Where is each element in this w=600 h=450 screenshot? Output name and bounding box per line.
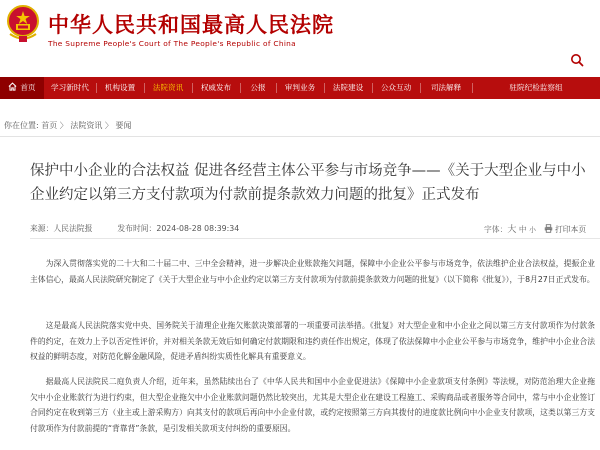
nav-item-interpretations[interactable]: 司法解释 [430, 83, 462, 92]
nav-item-court-building[interactable]: 法院建设 [332, 83, 364, 92]
article-source: 来源：人民法院报 [30, 224, 93, 233]
article-paragraph: 为深入贯彻落实党的二十大和二十届二中、三中全会精神，进一步解决企业账款拖欠问题，保障中小企业公平参与市场竞争，依法维护企业合法权益，提振企业主体信心，最高人民法院研究制定了《关于大型企业与中小企业约定以第三方支付款项为付款前提条款效力问题的批复》（以下简称《批复》），于8月27日正式发布。 [30, 259, 595, 284]
breadcrumb-court-news-link[interactable]: 法院资讯 [70, 121, 103, 130]
search-icon[interactable] [570, 53, 584, 67]
site-subtitle: The Supreme People's Court of The People's Republic of China [48, 39, 296, 48]
nav-item-discipline[interactable]: 驻院纪检监察组 [509, 83, 563, 92]
font-small-button[interactable]: 小 [529, 226, 536, 234]
site-header [0, 0, 600, 70]
print-button[interactable]: 打印本页 [544, 224, 586, 235]
breadcrumb-headlines-link[interactable]: 要闻 [115, 121, 132, 130]
home-icon [8, 82, 17, 91]
nav-item-trials[interactable]: 审判业务 [284, 83, 316, 92]
printer-icon [544, 224, 553, 233]
breadcrumb-prefix: 你在位置: [4, 121, 39, 130]
nav-item-gazette[interactable]: 公报 [250, 83, 266, 92]
font-medium-button[interactable]: 中 [518, 225, 527, 234]
nav-item-study[interactable]: 学习新时代 [51, 83, 89, 92]
font-size-tool: 字体：大 中 小 [484, 225, 536, 235]
article-time: 发布时间：2024-08-28 08:39:34 [117, 224, 240, 233]
article-meta [30, 223, 239, 234]
article-tools [484, 222, 586, 235]
nav-item-court-news[interactable]: 法院资讯 [152, 83, 184, 92]
breadcrumb-home-link[interactable]: 首页 [41, 121, 58, 130]
site-title: 中华人民共和国最高人民法院 [48, 13, 334, 37]
breadcrumb-separator: 〉 [104, 121, 113, 130]
breadcrumb [4, 120, 131, 131]
nav-item-public[interactable]: 公众互动 [380, 83, 412, 92]
article-paragraph: 这是最高人民法院落实党中央、国务院关于清理企业拖欠账款决策部署的一项重要司法举措。《批复》对大型企业和中小企业之间以第三方支付款项作为付款条件的约定，在效力上予以否定性评价，并对相关条款无效后如何确定付款期限和违约责任作出规定，体现了依法保障中小企业公平参与市场竞争，维护中小企业合法权益的鲜明态度，对防范化解金融风险，促进矛盾纠纷实质性化解具有重要意义。 [30, 321, 595, 361]
article-paragraph: 据最高人民法院民二庭负责人介绍，近年来，虽然陆续出台了《中华人民共和国中小企业促进法》《保障中小企业款项支付条例》等法规，对防范治理大企业拖欠中小企业账款行为进行约束，但大型企业拖欠中小企业账款问题仍然比较突出，尤其是大型企业在建设工程施工、采购商品或者服务等合同中，常与中小企业签订合同约定在收到第三方（业主或上游采购方）向其支付的款项后再向中小企业付款，或约定按照第三方向其拨付的进度款比例向中小企业支付款项，这类以第三方支付款项作为付款前提的“背靠背”条款，是引发相关款项支付纠纷的重要原因。 [30, 377, 595, 433]
nav-item-organization[interactable]: 机构设置 [104, 83, 136, 92]
nav-item-releases[interactable]: 权威发布 [200, 83, 232, 92]
breadcrumb-separator: 〉 [59, 121, 68, 130]
divider [0, 136, 600, 137]
divider [30, 238, 600, 239]
article-title: 保护中小企业的合法权益 促进各经营主体公平参与市场竞争——《关于大型企业与中小企业约定以第三方支付款项为付款前提条款效力问题的批复》正式发布 [30, 163, 586, 203]
main-nav [0, 77, 600, 99]
nav-item-home[interactable]: 首页 [0, 77, 44, 99]
national-emblem-icon[interactable] [6, 4, 40, 44]
font-large-button[interactable]: 大 [507, 225, 517, 235]
